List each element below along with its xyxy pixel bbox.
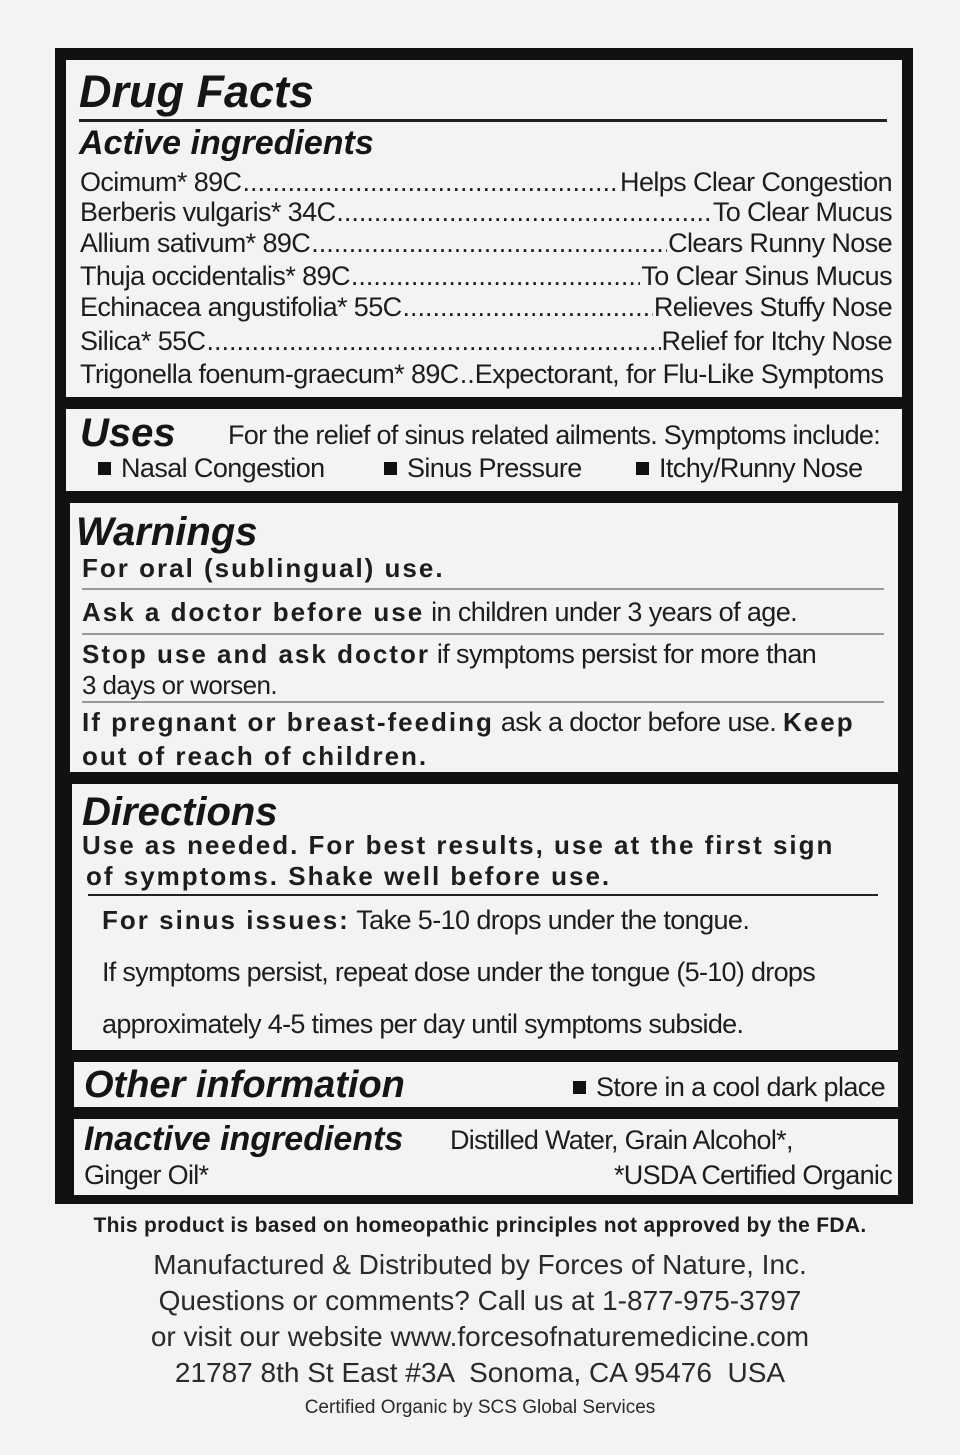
ingredient-purpose: Helps Clear Congestion (620, 167, 892, 197)
dot-leader (311, 228, 667, 259)
active-ingredient-row (80, 292, 892, 322)
uses-item-label: Nasal Congestion (121, 453, 325, 483)
warnings-rule-2 (82, 633, 884, 635)
address-line: 21787 8th St East #3A Sonoma, CA 95476 USA (174, 1357, 786, 1388)
ingredient-purpose: Expectorant, for Flu-Like Symptoms (474, 359, 884, 389)
uses-intro: For the relief of sinus related ailments. Symptoms include: (228, 420, 880, 450)
warnings-ask-bold: Ask a doctor before use (82, 597, 425, 627)
dot-leader (206, 326, 660, 357)
warnings-rule-3 (82, 701, 884, 703)
ingredient-purpose: Relieves Stuffy Nose (653, 292, 892, 322)
ingredient-name: Echinacea angustifolia* 55C (80, 292, 402, 322)
active-ingredient-row (80, 326, 892, 356)
warnings-heading: Warnings (76, 510, 258, 554)
ingredient-purpose: Relief for Itchy Nose (661, 326, 892, 356)
ingredient-name: Allium sativum* 89C (80, 228, 311, 258)
ingredient-purpose: To Clear Mucus (712, 197, 892, 227)
active-ingredient-row (80, 167, 892, 197)
warnings-rule-1 (82, 588, 884, 590)
other-information-heading: Other information (84, 1064, 405, 1106)
directions-sinus-bold: For sinus issues: (102, 905, 350, 935)
uses-item-1 (98, 453, 325, 484)
bullet-square-icon (384, 462, 397, 475)
usda-organic-note: *USDA Certified Organic (613, 1160, 892, 1190)
bullet-square-icon (573, 1081, 586, 1094)
ingredient-name: Trigonella foenum-graecum* 89C (80, 359, 459, 389)
active-ingredients-heading: Active ingredients (79, 124, 374, 162)
directions-rule (88, 894, 878, 896)
ingredient-purpose: To Clear Sinus Mucus (641, 261, 892, 291)
uses-item-label: Itchy/Runny Nose (659, 453, 863, 483)
warnings-keep-bold: Keep (783, 707, 855, 737)
active-ingredient-row (80, 261, 892, 291)
warnings-pregnant-text: ask a doctor before use. (493, 707, 783, 737)
drug-facts-title: Drug Facts (79, 66, 315, 117)
warnings-stop-cont: 3 days or worsen. (82, 670, 278, 700)
dot-leader (460, 359, 474, 390)
active-ingredient-row (80, 228, 892, 258)
website-line: or visit our website www.forcesofnaturemedicine.com (150, 1321, 810, 1352)
directions-persist-2: approximately 4-5 times per day until symptoms subside. (102, 1009, 744, 1039)
ingredient-name: Thuja occidentalis* 89C (80, 261, 350, 291)
warnings-stop-bold: Stop use and ask doctor (82, 639, 430, 669)
ingredient-purpose: Clears Runny Nose (668, 228, 892, 258)
title-rule (79, 119, 887, 122)
contact-phone-line: Questions or comments? Call us at 1-877-975-3797 (158, 1285, 802, 1316)
fda-disclaimer: This product is based on homeopathic principles not approved by the FDA. (93, 1214, 867, 1237)
directions-sinus (102, 905, 749, 936)
active-ingredient-row (80, 359, 892, 389)
warnings-pregnant-bold: If pregnant or breast-feeding (82, 707, 494, 737)
dot-leader (336, 197, 711, 228)
ingredient-name: Berberis vulgaris* 34C (80, 197, 336, 227)
directions-line-1: Use as needed. For best results, use at the first sign (82, 830, 835, 860)
other-information-item (573, 1072, 885, 1103)
inactive-ingredients-text-2: Ginger Oil* (84, 1160, 209, 1190)
dot-leader (351, 261, 641, 292)
uses-item-3 (636, 453, 863, 484)
manufacturer-line: Manufactured & Distributed by Forces of Nature, Inc. (153, 1249, 807, 1280)
directions-persist-1: If symptoms persist, repeat dose under the tongue (5-10) drops (102, 957, 815, 987)
dot-leader (242, 167, 619, 198)
directions-sinus-text: Take 5-10 drops under the tongue. (349, 905, 750, 935)
warnings-oral: For oral (sublingual) use. (82, 553, 445, 583)
bullet-square-icon (636, 462, 649, 475)
uses-item-label: Sinus Pressure (407, 453, 582, 483)
warnings-stop-text: if symptoms persist for more than (429, 639, 817, 669)
warnings-ask-text: in children under 3 years of age. (424, 597, 798, 627)
uses-item-2 (384, 453, 582, 484)
uses-heading: Uses (80, 411, 176, 455)
active-ingredient-row (80, 197, 892, 227)
certification-line: Certified Organic by SCS Global Services (304, 1397, 656, 1418)
other-information-text: Store in a cool dark place (596, 1072, 886, 1102)
warnings-pregnant (82, 707, 855, 738)
inactive-ingredients-heading: Inactive ingredients (84, 1120, 404, 1158)
dot-leader (403, 292, 653, 323)
ingredient-name: Ocimum* 89C (80, 167, 242, 197)
directions-line-2: of symptoms. Shake well before use. (86, 861, 612, 891)
warnings-ask (82, 597, 797, 628)
warnings-stop (82, 639, 816, 670)
warnings-keep-cont: out of reach of children. (82, 741, 429, 771)
directions-heading: Directions (82, 790, 278, 834)
bullet-square-icon (98, 462, 111, 475)
inactive-ingredients-text-1: Distilled Water, Grain Alcohol*, (450, 1125, 793, 1155)
ingredient-name: Silica* 55C (80, 326, 206, 356)
